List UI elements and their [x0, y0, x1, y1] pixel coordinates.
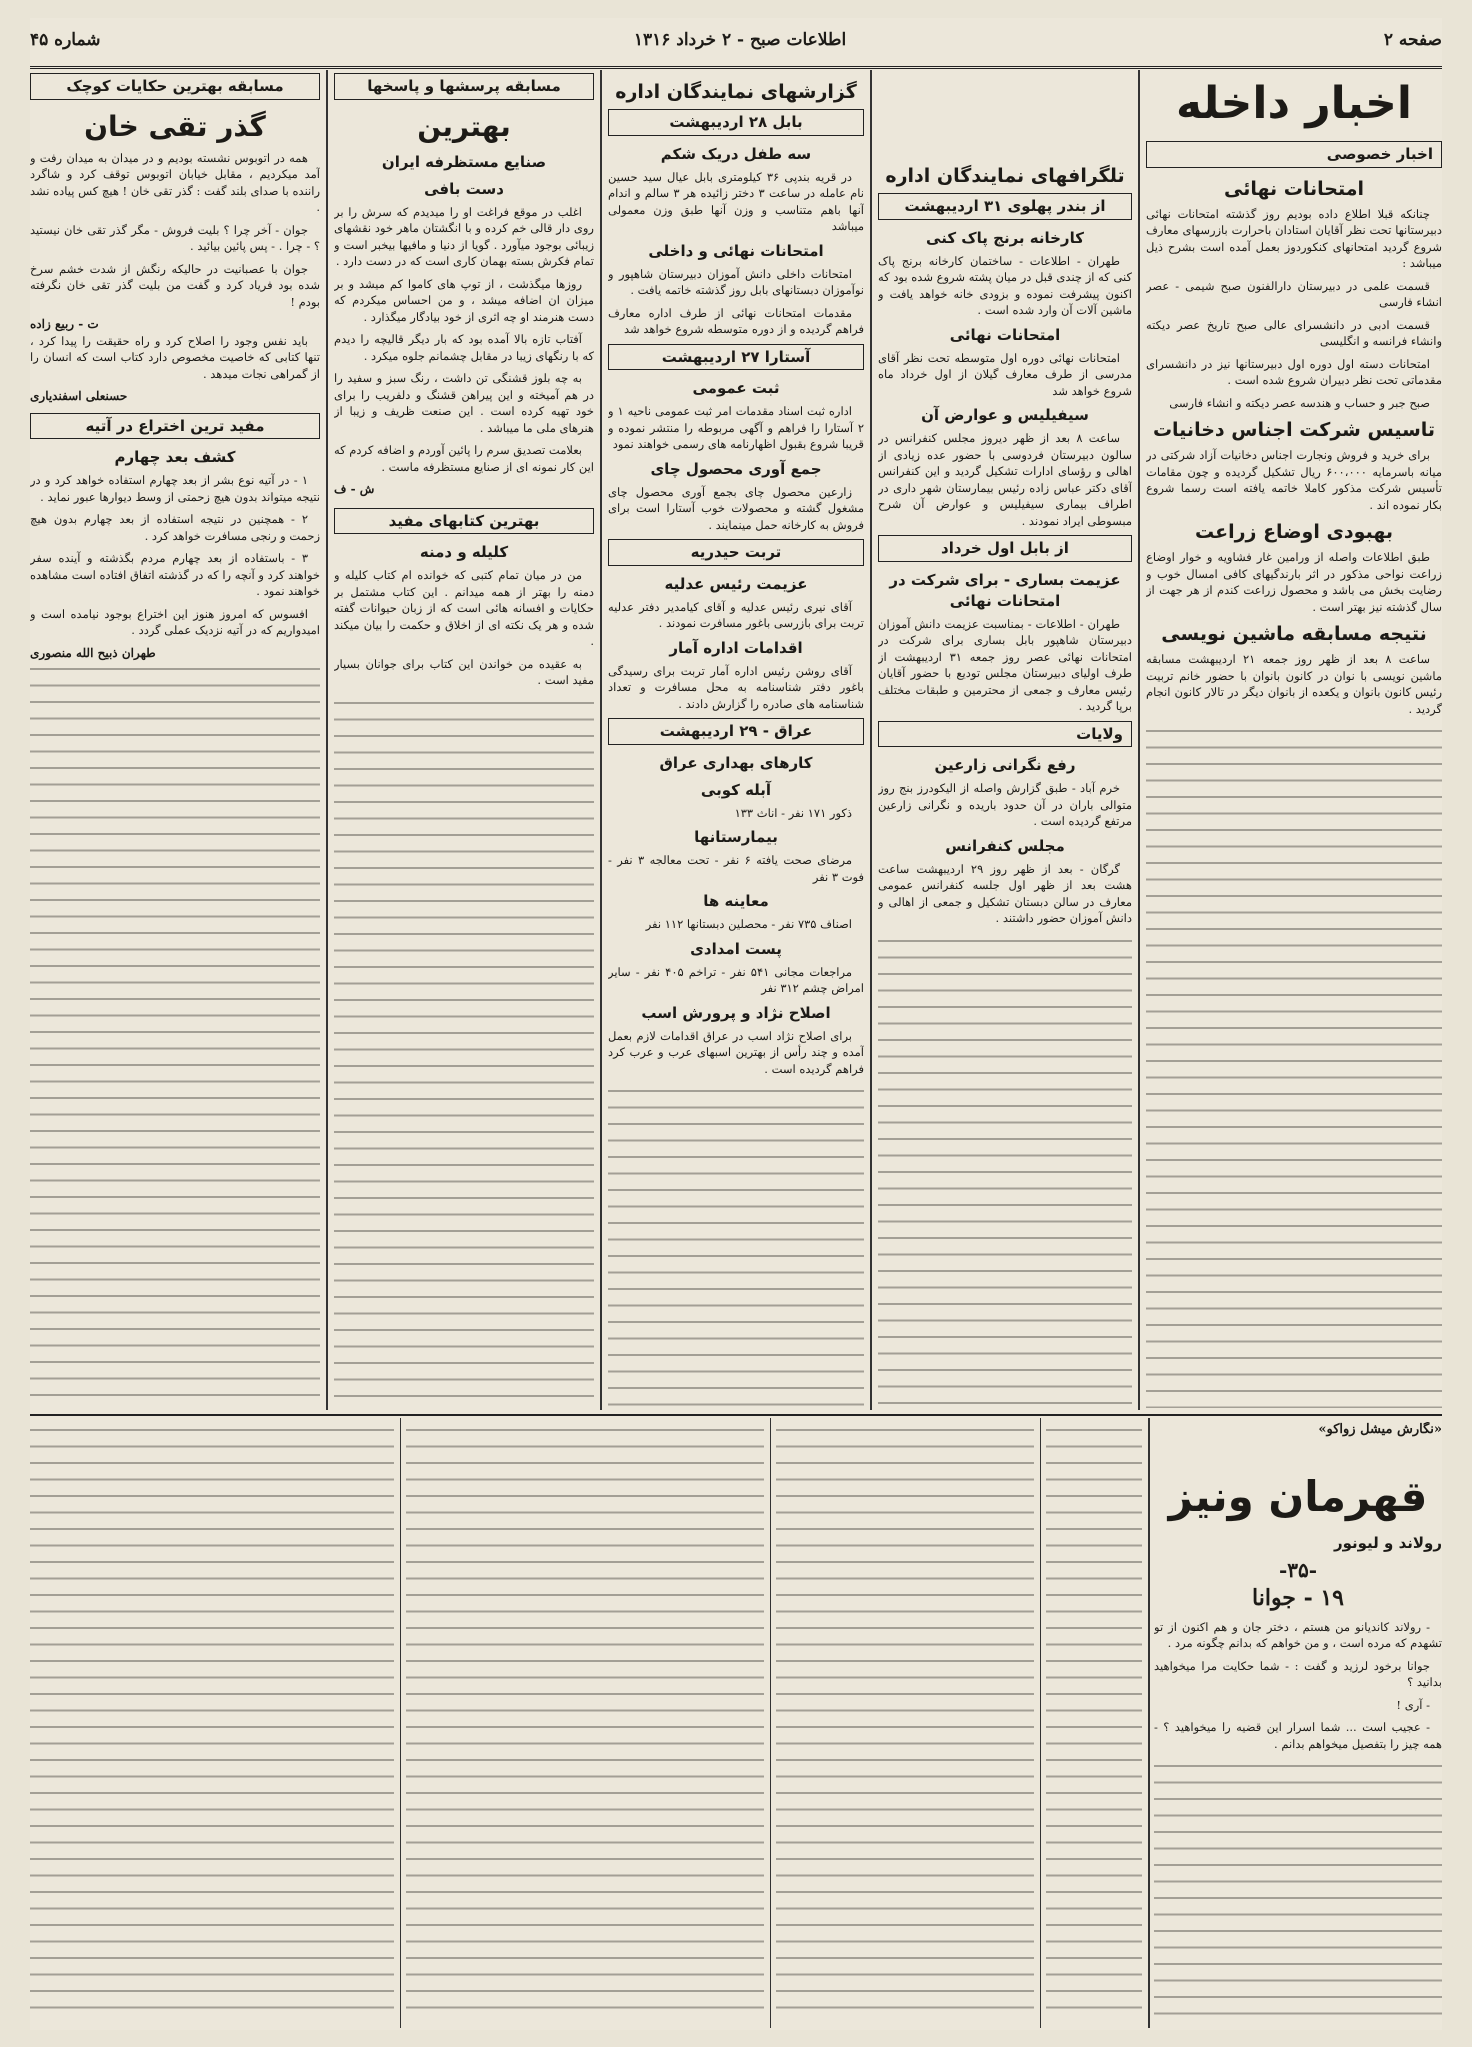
- paragraph: برای خرید و فروش ونجارت اجناس دخانیات آزاد شرکتی در میانه باسرمایه ۶۰۰،۰۰۰ ریال تشکیل گردیده و چون مقامات تأسیس شرکت مذکور کاملا خاتمه یافته است رسما شروع بکار نموده اند .: [1146, 448, 1442, 512]
- paragraph: - آری !: [1396, 1697, 1430, 1712]
- subheadline: بیمارستانها: [694, 828, 778, 846]
- dateline: از بندر پهلوی ۳۱ اردیبهشت: [878, 193, 1132, 220]
- serial-subtitle: رولاند و لیونور: [1333, 1533, 1442, 1552]
- headline: عزیمت رئیس عدلیه: [664, 574, 808, 593]
- paragraph: قسمت علمی در دبیرستان دارالفنون صبح شیمی - عصر انشاء فارسی: [1146, 278, 1442, 309]
- paragraph: جوانا برخود لرزید و گفت : - شما حکایت مرا میخواهید بدانید ؟: [1154, 1658, 1442, 1689]
- serial-column: [1046, 1422, 1142, 2022]
- serial-header: [1154, 1422, 1442, 2022]
- issue-number: شماره ۴۵: [30, 30, 101, 50]
- paragraph: طهران - اطلاعات - ساختمان کارخانه برنج پاک کنی که از چندی قبل در میان پشته شروع شده بود که اکنون پیشرفت نموده و بزودی خانه خواهد یافت و ماشین آلات آن وارد شده است .: [878, 253, 1132, 317]
- serial-episode: -۳۵-: [1278, 1557, 1318, 1582]
- newspaper-page: [30, 18, 1442, 2030]
- paragraph: آفتاب تازه بالا آمده بود که بار دیگر قالیچه را دیدم که با رنگهای زیبا در مقابل چشمانم جلوه میکرد .: [334, 332, 594, 363]
- article: [608, 144, 864, 1078]
- column-rule: [770, 1418, 771, 2028]
- serial-byline: «نگارش میشل زواکو»: [1318, 1422, 1442, 1437]
- contest-box: بهترین کتابهای مفید: [334, 508, 594, 535]
- article-title: بهترین: [417, 109, 511, 143]
- column-telegrams: [878, 73, 1132, 1408]
- masthead: [30, 18, 1442, 69]
- dateline: از بابل اول خرداد: [878, 535, 1132, 562]
- author-signature: ش - ف: [334, 482, 375, 496]
- section-label: اخبار خصوصی: [1146, 141, 1442, 168]
- column-short-stories: [30, 73, 320, 1408]
- dateline: آستارا ۲۷ اردیبهشت: [608, 344, 864, 371]
- section-divider: [30, 1414, 1442, 1416]
- text-filler: [30, 661, 320, 1408]
- paragraph: آقای نیری رئیس عدلیه و آقای کیامدیر دفتر عدلیه تربت برای بازرسی باغور مسافرت نمودند .: [608, 599, 864, 630]
- paragraph: طبق اطلاعات واصله از ورامین غار فشاویه و خوار اوضاع زراعت نواحی مذکور در اثر بارندگیهای کافی امسال خوب و رضایت بخش می باشد و محصول زراعت کندم از هر جهت از سال گذشته نیز بهتر است .: [1146, 550, 1442, 614]
- article: [1146, 176, 1442, 718]
- serial-column: [30, 1422, 394, 2022]
- paragraph: ۱ - در آتیه نوع بشر از بعد چهارم استفاده خواهد کرد و در نتیجه میتواند بدون هیچ زحمتی از وسط دیوارها عبور نماید .: [30, 473, 320, 504]
- subheadline: پست امدادی: [690, 939, 782, 958]
- author-signature: طهران ذبیح الله منصوری: [30, 645, 156, 660]
- paragraph: باید نفس وجود را اصلاح کرد و راه حقیقت را پیدا کرد ، تنها کتابی که خاصیت مخصوص دارد کتاب است که انسان را از گمراهی نجات میدهد .: [30, 333, 320, 381]
- column-reports: [608, 73, 864, 1408]
- paragraph: طهران - اطلاعات - بمناسبت عزیمت دانش آموزان دبیرستان شاهپور بابل بساری برای شرکت در امتحانات نهائی عصر روز جمعه ۳۱ اردیبهشت از طرف اولیای دبیرستان مجلس تودیع با حضور آقایان رئیس معارف و جمعی از محترمین و طبقات مختلف برپا گردید .: [878, 616, 1132, 713]
- column-internal-news: [1146, 73, 1442, 1408]
- serial-column: [776, 1422, 1034, 2022]
- dateline: تربت حیدریه: [608, 539, 864, 566]
- paragraph: ذکور ۱۷۱ نفر - اناث ۱۳۳: [734, 805, 852, 820]
- contest-box: مفید ترین اختراع در آتیه: [30, 413, 320, 440]
- paragraph: - عجیب است ... شما اسرار این قضیه را میخواهید ؟ - همه چیز را بتفصیل میخواهم بدانم .: [1154, 1720, 1442, 1751]
- paragraph: اداره ثبت اسناد مقدمات امر ثبت عمومی ناحیه ۱ و ۲ آستارا را فراهم و آگهی مربوطه را منتشر نموده و قریبا شروع بقبول اظهارنامه های رسمی خواهند نمود: [608, 404, 864, 451]
- headline: کارهای بهداری عراق: [659, 753, 813, 772]
- dateline: عراق - ۲۹ اردیبهشت: [608, 718, 864, 745]
- paragraph: جوان - آخر چرا ؟ بلیت فروش - مگر گذر تقی خان نیستید ؟ - چرا . - پس پائین بیائید .: [30, 222, 320, 253]
- paragraph: قسمت ادبی در دانشسرای عالی صبح تاریخ عصر دیکته وانشاء فرانسه و انگلیسی: [1146, 317, 1442, 348]
- paragraph: خرم آباد - طبق گزارش واصله از الیکودرز بنج روز متوالی باران در آن حدود باریده و نگرانی زارعین مرتفع گردیده است .: [878, 781, 1132, 828]
- text-filler: [1154, 1758, 1442, 2022]
- serial-column: [406, 1422, 764, 2022]
- banner: گزارشهای نمایندگان اداره: [615, 81, 857, 103]
- text-filler: [406, 1422, 764, 2022]
- headline: سیفیلیس و عوارض آن: [921, 406, 1089, 424]
- banner: تلگرافهای نمایندگان اداره: [885, 165, 1125, 187]
- paragraph: ۲ - همچنین در نتیجه استفاده از بعد چهارم بدون هیچ زحمت و رنجی مسافرت خواهد کرد .: [30, 512, 320, 543]
- paragraph: اصناف ۷۳۵ نفر - محصلین دبستانها ۱۱۲ نفر: [645, 917, 852, 931]
- subheadline: اصلاح نژاد و پرورش اسب: [641, 1003, 831, 1022]
- text-filler: [1046, 1422, 1142, 2022]
- headline: بهبودی اوضاع زراعت: [1194, 521, 1393, 543]
- text-filler: [1146, 723, 1442, 1408]
- paragraph: مقدمات امتحانات نهائی از طرف اداره معارف فراهم گردیده و از دوره متوسطه شروع خواهد شد: [608, 305, 864, 336]
- subheadline: آبله کوبی: [700, 780, 772, 799]
- column-qa-contest: [334, 73, 594, 1408]
- paragraph: امتحانات دسته اول دوره اول دبیرستانها نیز در دانشسرای مقدماتی تحت نظر دبیران شروع شده است .: [1146, 356, 1442, 387]
- paragraph: چنانکه قبلا اطلاع داده بودیم روز گذشته امتحانات نهائی دبیرستانها تحت نظر آقایان استادان باحرارت بازرسهای معارف شروع گردید امتحانهای کنکوردوز بعمل آمده است بشرح ذیل میباشد :: [1146, 206, 1442, 270]
- headline: نتیجه مسابقه ماشین نویسی: [1161, 623, 1427, 645]
- headline: کلیله و دمنه: [419, 543, 509, 561]
- headline: ثبت عمومی: [692, 379, 780, 397]
- headline: دست بافی: [424, 179, 504, 198]
- column-rule: [1040, 1418, 1041, 2028]
- contest-box: مسابقه پرسشها و پاسخها: [334, 73, 594, 100]
- paragraph: همه در اتوبوس نشسته بودیم و در میدان به میدان رفت و آمد میکردیم ، مقابل خیابان اتوبوس توقف کرد و شاگرد راننده با صدای بلند گفت : گذر تقی خان ! هیچ کس پیاده نشد .: [30, 150, 320, 214]
- paragraph: گرگان - بعد از ظهر روز ۲۹ اردیبهشت ساعت هشت بعد از ظهر اول جلسه کنفرانس عمومی معارف در سالن دبستان تشکیل و جمعی از اهالی و دانش آموزان حضور داشتند .: [878, 861, 1132, 925]
- headline: مجلس کنفرانس: [945, 836, 1065, 855]
- paragraph: به عقیده من خواندن این کتاب برای جوانان بسیار مفید است .: [334, 656, 594, 687]
- paragraph: افسوس که امروز هنوز این اختراع بوجود نیامده است و امیدواریم که در آتیه نزدیک عملی گردد .: [30, 606, 320, 637]
- paper-date: اطلاعات صبح - ۲ خرداد ۱۳۱۶: [633, 30, 847, 50]
- dateline: بابل ۲۸ اردیبهشت: [608, 109, 864, 136]
- paragraph: ساعت ۸ بعد از ظهر دیروز مجلس کنفرانس در سالون دبیرستان فردوسی با حضور عده زیادی از اهالی و رؤسای ادارات تشکیل گردید و این کنفرانس آقای دکتر عباس زاده رئیس بیمارستان شهر داری در اطراف بیماری سیفیلیس و عوارض آن شرح مبسوطی ایراد نمودند .: [878, 431, 1132, 528]
- column-rule: [600, 70, 602, 1410]
- column-rule: [1138, 70, 1140, 1410]
- paragraph: امتحانات داخلی دانش آموزان دبیرستان شاهپور و نوآموزان دبستانهای بابل روز گذشته خاتمه یافت .: [608, 266, 864, 297]
- paragraph: جوان با عصبانیت در حالیکه رنگش از شدت خشم سرخ شده بود فریاد کرد و گفت من بلیت گذر تقی خان نگرفته بودم !: [30, 261, 320, 309]
- author-signature: حسنعلی اسفندیاری: [30, 389, 128, 403]
- section-title: اخبار داخله: [1176, 78, 1412, 129]
- contest-box: مسابقه بهترین حکایات کوچک: [30, 73, 320, 100]
- paragraph: ۳ - باستفاده از بعد چهارم مردم بگذشته و آینده سفر خواهند کرد و آنچه را که در گذشته اتفاق افتاده است مشاهده خواهند نمود .: [30, 551, 320, 598]
- paragraph: صبح جبر و حساب و هندسه عصر دیکته و انشاء فارسی: [1169, 395, 1430, 410]
- column-rule: [870, 70, 872, 1410]
- serial-chapter: ۱۹ - جوانا: [1252, 1585, 1344, 1611]
- headline: سه طفل دریک شکم: [660, 144, 812, 163]
- paragraph: به چه بلوز قشنگی تن داشت ، رنگ سبز و سفید را در هم آمیخته و این پیراهن قشنگ و دلفریب را برای خود تهیه کرده است . این صنعت ظریف و زیبا از هنرهای ملی ما میباشد .: [334, 371, 594, 435]
- paragraph: - رولاند کاندیانو من هستم ، دختر جان و هم اکنون از تو تشهدم که مرده است ، و من خواهم که بدانم چگونه مرد .: [1154, 1619, 1442, 1650]
- paragraph: آقای روشن رئیس اداره آمار تربت برای رسیدگی باغور دفتر شناسنامه به محل مسافرت و تعداد شناسنامه های صادره را گزارش دادند .: [608, 663, 864, 711]
- headline: کارخانه برنج پاک کنی: [926, 228, 1084, 247]
- paragraph: روزها میگذشت ، از توپ های کاموا کم میشد و بر میزان ان اضافه میشد ، و من احساس میکردم که دست هنرمند او چه اثری از خود بیادگار میگذارد .: [334, 276, 594, 324]
- text-filler: [30, 1422, 394, 2022]
- section-label: ولایات: [878, 721, 1132, 748]
- paragraph: برای اصلاح نژاد اسب در عراق اقدامات لازم بعمل آمده و چند رأس از بهترین اسبهای عرب و عرب کرد فراهم گردیده است .: [608, 1028, 864, 1076]
- story: [30, 150, 320, 662]
- column-rule: [1148, 1418, 1150, 2028]
- paragraph: امتحانات نهائی دوره اول متوسطه تحت نظر آقای مدرسی از طرف معارف گیلان از اول خرداد ماه شروع خواهد شد: [878, 350, 1132, 398]
- headline: جمع آوری محصول چای: [650, 459, 822, 478]
- serial-text: [1154, 1619, 1442, 1753]
- paragraph: ساعت ۸ بعد از ظهر روز جمعه ۲۱ اردیبهشت مسابقه ماشین نویسی با نوان در کانون بانوان با حضور خانم تربیت رئیس کانون بانوان و یکعده از بانوان دیگر در تالار کانون انجام گردید .: [1146, 652, 1442, 716]
- article-subtitle: صنایع مستظرفه ایران: [381, 152, 547, 171]
- subheadline: معاینه ها: [703, 892, 769, 910]
- paragraph: اغلب در موقع فراغت او را میدیدم که سرش را بر روی دار قالی خم کرده و با انگشتان ماهر خود نقشهای زیبائی بوجود میآورد . گویا از دنیا و مافیها بیخبر است و تمام فکرش بسته بهمان کاری است که در دست دارد .: [334, 204, 594, 268]
- headline: امتحانات نهائی: [1223, 177, 1364, 200]
- serial-title: قهرمان ونیز: [1168, 1471, 1428, 1521]
- story-title: گذر تقی خان: [84, 109, 266, 143]
- column-rule: [400, 1418, 401, 2028]
- headline: رفع نگرانی زارعین: [934, 756, 1076, 774]
- paragraph: من در میان تمام کتبی که خوانده ام کتاب کلیله و دمنه را بهتر از همه میدانم . این کتاب مشتمل بر حکایات و افسانه هائی است که از زبان حیوانات گفته شده و هر یک نکته ای از اخلاق و حکمت را بیان میکند .: [334, 568, 594, 648]
- headline: اقدامات اداره آمار: [669, 638, 803, 657]
- author-signature: ت - ربیع زاده: [30, 317, 99, 331]
- headline: کشف بعد چهارم: [114, 448, 236, 466]
- paragraph: زارعین محصول چای بجمع آوری محصول چای مشغول گشته و محصولات خوب آستارا است برای فروش به کارخانه حمل مینمایند .: [608, 484, 864, 532]
- paragraph: مرضای صحت یافته ۶ نفر - تحت معالجه ۳ نفر - فوت ۳ نفر: [608, 853, 864, 884]
- article: [334, 179, 594, 689]
- text-filler: [878, 933, 1132, 1409]
- text-filler: [608, 1083, 864, 1408]
- headline: امتحانات نهائی و داخلی: [648, 241, 824, 260]
- headline: تاسیس شرکت اجناس دخانیات: [1152, 419, 1436, 441]
- text-filler: [334, 695, 594, 1409]
- paragraph: بعلامت تصدیق سرم را پائین آوردم و اضافه کردم که این کار نمونه ای از صنایع مستظرفه ماست .: [334, 443, 594, 474]
- text-filler: [776, 1422, 1034, 2022]
- paragraph: مراجعات مجانی ۵۴۱ نفر - تراخم ۴۰۵ نفر - سایر امراض چشم ۳۱۲ نفر: [608, 964, 864, 995]
- article: [878, 228, 1132, 927]
- paragraph: در قریه بندپی ۳۶ کیلومتری بابل عیال سید حسین نام عامله در ساعت ۳ دختر زائیده هر ۳ سالم و اندام آنها باهم متناسب و وزن آنها طبق وزن معمولی میباشد: [608, 169, 864, 233]
- headline: عزیمت بساری - برای شرکت در امتحانات نهائی: [889, 570, 1121, 610]
- headline: امتحانات نهائی: [949, 325, 1061, 344]
- column-rule: [326, 70, 328, 1410]
- page-number: صفحه ۲: [1383, 30, 1442, 50]
